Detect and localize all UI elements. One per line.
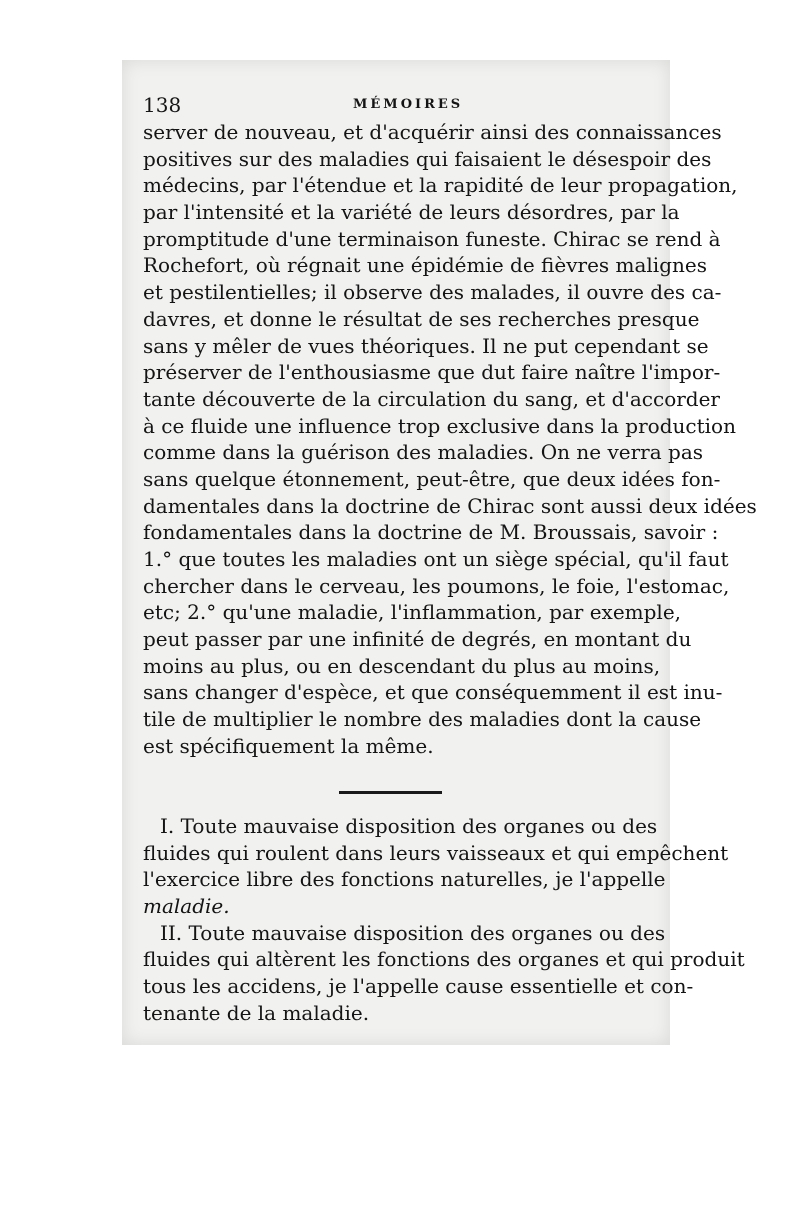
text-line: fondamentales dans la doctrine de M. Broussais, savoir :: [143, 520, 719, 545]
text-line: chercher dans le cerveau, les poumons, le foie, l'estomac,: [143, 573, 730, 598]
text-line: sans quelque étonnement, peut-être, que deux idées fon-: [143, 466, 721, 491]
text-line: préserver de l'enthousiasme que dut faire naître l'impor-: [143, 360, 721, 385]
text-line: fluides qui altèrent les fonctions des organes et qui produit: [143, 947, 745, 972]
text-line: sans y mêler de vues théoriques. Il ne put cependant se: [143, 333, 709, 358]
text-line: à ce fluide une influence trop exclusive dans la production: [143, 413, 736, 438]
text-line: médecins, par l'étendue et la rapidité de leur propagation,: [143, 173, 738, 198]
text-line: et pestilentielles; il observe des malades, il ouvre des ca-: [143, 280, 722, 305]
text-line: etc; 2.° qu'une maladie, l'inflammation, par exemple,: [143, 600, 682, 625]
text-line: I. Toute mauvaise disposition des organes ou des: [160, 814, 658, 838]
section-divider: [339, 791, 442, 794]
italic-term: maladie.: [143, 894, 230, 919]
text-line: peut passer par une infinité de degrés, en montant du: [143, 627, 692, 652]
text-line: tous les accidens, je l'appelle cause essentielle et con-: [143, 974, 694, 999]
text-line: moins au plus, ou en descendant du plus au moins,: [143, 653, 661, 678]
text-line: fluides qui roulent dans leurs vaisseaux et qui empêchent: [143, 840, 729, 865]
text-line: damentales dans la doctrine de Chirac sont aussi deux idées: [143, 493, 757, 518]
text-line: Rochefort, où régnait une épidémie de fièvres malignes: [143, 253, 707, 278]
text-line: comme dans la guérison des maladies. On ne verra pas: [143, 440, 704, 465]
text-line: sans changer d'espèce, et que conséquemment il est inu-: [143, 680, 723, 705]
page-header: [143, 93, 659, 117]
body-text: [143, 119, 757, 760]
text-line: promptitude d'une terminaison funeste. Chirac se rend à: [143, 226, 721, 251]
text-line: tenante de la maladie.: [143, 1000, 370, 1025]
text-line: server de nouveau, et d'acquérir ainsi des connaissances: [143, 120, 722, 144]
text-line: l'exercice libre des fonctions naturelles, je l'appelle: [143, 867, 666, 892]
text-line: 1.° que toutes les maladies ont un siège spécial, qu'il faut: [143, 547, 729, 571]
text-line: tante découverte de la circulation du sang, et d'accorder: [143, 386, 720, 411]
definitions: [143, 813, 745, 1027]
page-number: 138: [143, 93, 182, 117]
text-line: II. Toute mauvaise disposition des organes ou des: [160, 920, 666, 945]
running-head: MÉMOIRES: [353, 97, 464, 112]
text-line: positives sur des maladies qui faisaient le désespoir des: [143, 146, 712, 171]
text-line: tile de multiplier le nombre des maladies dont la cause: [143, 707, 702, 732]
text-line: [143, 893, 657, 920]
text-line: est spécifiquement la même.: [143, 733, 434, 758]
text-line: davres, et donne le résultat de ses recherches presque: [143, 306, 700, 331]
text-line: par l'intensité et la variété de leurs désordres, par la: [143, 200, 680, 225]
